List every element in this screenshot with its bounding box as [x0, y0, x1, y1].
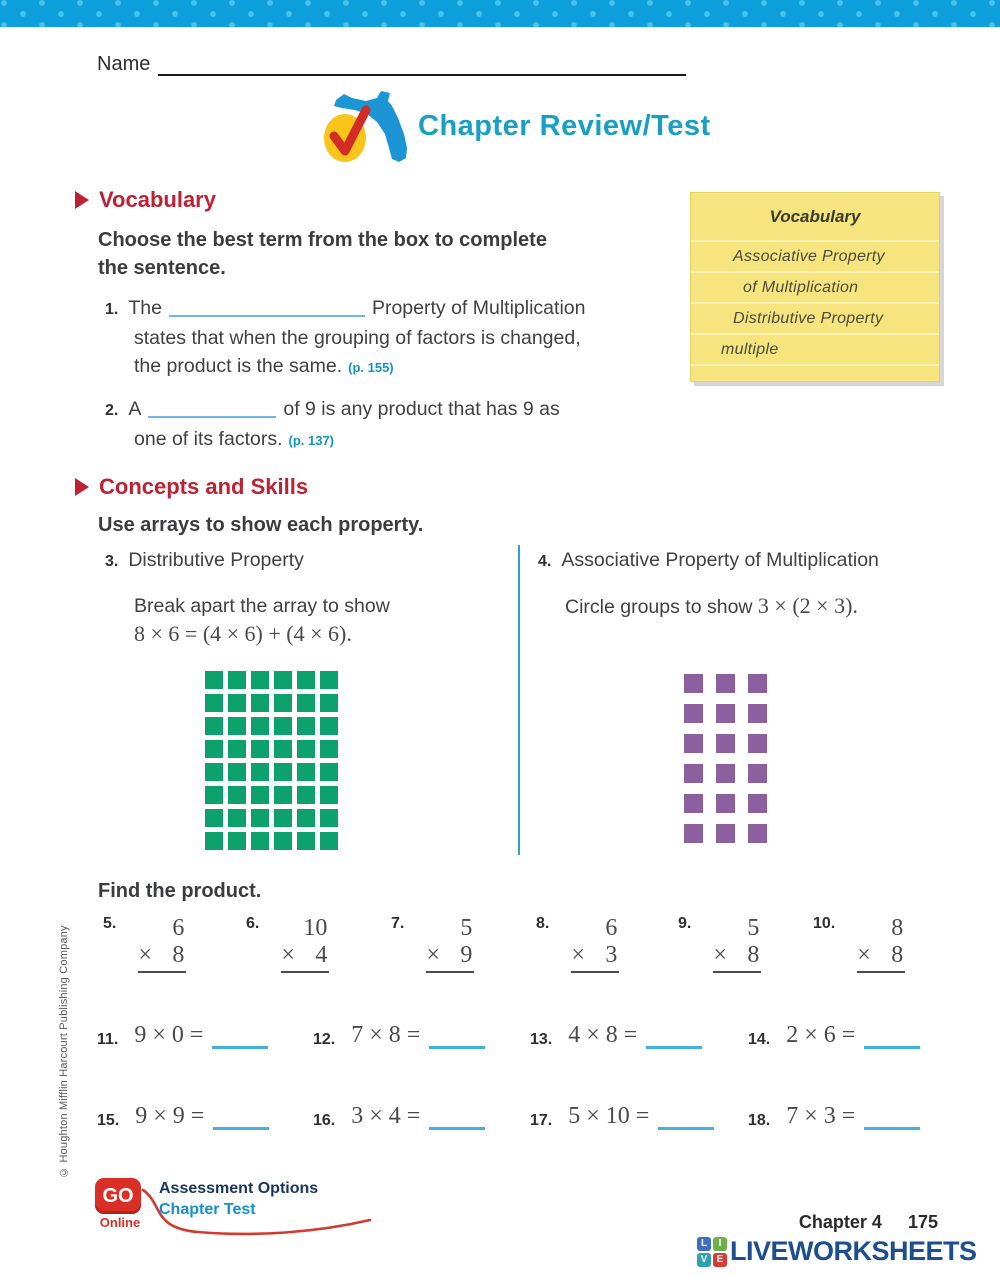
purple-array-6x3[interactable]: [684, 674, 767, 843]
times-sign: ×: [138, 942, 152, 968]
array-square: [228, 740, 246, 758]
problem-9[interactable]: 9. 5 × 8: [678, 915, 761, 973]
array-square: [297, 740, 315, 758]
red-triangle-icon: [75, 478, 89, 496]
array-square: [205, 694, 223, 712]
concepts-instruction: Use arrays to show each property.: [98, 514, 424, 536]
array-square: [297, 717, 315, 735]
header: [322, 88, 711, 164]
florida-check-logo-icon: [322, 88, 408, 164]
problem-13: 13. 4 × 8 =: [530, 1022, 702, 1049]
problem-17: 17. 5 × 10 =: [530, 1103, 714, 1130]
page-title: Chapter Review/Test: [418, 109, 711, 142]
question-3-body: Break apart the array to show 8 × 6 = (4 × 6) + (4 × 6).: [134, 595, 390, 646]
top-dotted-banner: [0, 0, 1000, 27]
chapter-label: Chapter 4: [798, 1212, 882, 1232]
question-2: 2. A of 9 is any product that has 9 as one of its factors. (p. 137): [105, 398, 560, 450]
array-square: [251, 832, 269, 850]
array-square: [684, 824, 703, 843]
array-square: [748, 764, 767, 783]
array-square: [228, 763, 246, 781]
array-square: [274, 763, 292, 781]
array-square: [716, 734, 735, 753]
vocabulary-section-heading: Vocabulary: [75, 187, 216, 213]
problem-6[interactable]: 6. 10 × 4: [246, 915, 329, 973]
array-square: [274, 694, 292, 712]
vocab-term: Associative Property: [691, 242, 939, 273]
array-square: [320, 763, 338, 781]
question-4-body: Circle groups to show 3 × (2 × 3).: [565, 593, 858, 618]
find-product-instruction: Find the product.: [98, 880, 262, 902]
problem-16: 16. 3 × 4 =: [313, 1103, 485, 1130]
array-square: [274, 717, 292, 735]
times-sign: ×: [426, 942, 440, 968]
question-4: 4. Associative Property of Multiplication: [538, 549, 879, 571]
array-square: [748, 704, 767, 723]
array-square: [274, 832, 292, 850]
go-online-logo-icon[interactable]: GO Online: [95, 1178, 145, 1230]
array-square: [320, 694, 338, 712]
array-square: [297, 671, 315, 689]
page-reference: (p. 155): [348, 360, 394, 375]
vocabulary-word-box: [690, 192, 940, 382]
array-square: [251, 740, 269, 758]
go-online-block: [95, 1178, 318, 1230]
array-square: [205, 717, 223, 735]
array-square: [228, 832, 246, 850]
name-input-line[interactable]: [158, 54, 686, 76]
answer-blank-11[interactable]: [212, 1025, 268, 1049]
array-square: [716, 824, 735, 843]
array-square: [205, 786, 223, 804]
answer-blank-13[interactable]: [646, 1025, 702, 1049]
array-square: [748, 734, 767, 753]
answer-blank-1[interactable]: [169, 297, 365, 317]
problem-15: 15. 9 × 9 =: [97, 1103, 269, 1130]
problem-8[interactable]: 8. 6 × 3: [536, 915, 619, 973]
array-square: [320, 786, 338, 804]
array-square: [205, 740, 223, 758]
array-square: [274, 740, 292, 758]
problem-5[interactable]: 5. 6 × 8: [103, 915, 186, 973]
array-square: [320, 717, 338, 735]
name-row: [97, 53, 686, 76]
array-square: [228, 786, 246, 804]
array-square: [716, 674, 735, 693]
array-square: [274, 786, 292, 804]
answer-blank-14[interactable]: [864, 1025, 920, 1049]
array-square: [297, 786, 315, 804]
footer-page-info: [799, 1212, 938, 1233]
red-triangle-icon: [75, 191, 89, 209]
problem-12: 12. 7 × 8 =: [313, 1022, 485, 1049]
vocab-box-title: Vocabulary: [691, 193, 939, 242]
array-square: [205, 763, 223, 781]
array-square: [684, 764, 703, 783]
array-square: [205, 809, 223, 827]
array-square: [228, 694, 246, 712]
array-square: [251, 717, 269, 735]
array-square: [684, 674, 703, 693]
question-number: 1.: [105, 301, 119, 318]
vocab-term: multiple: [691, 335, 939, 366]
array-square: [684, 794, 703, 813]
array-square: [251, 786, 269, 804]
array-square: [251, 671, 269, 689]
problem-10[interactable]: 10. 8 × 8: [813, 915, 905, 973]
array-square: [274, 809, 292, 827]
green-array-8x6[interactable]: [205, 671, 338, 850]
array-square: [228, 717, 246, 735]
array-square: [205, 832, 223, 850]
array-square: [251, 809, 269, 827]
question-number: 2.: [105, 402, 119, 419]
problem-7[interactable]: 7. 5 × 9: [391, 915, 474, 973]
question-1: 1. The Property of Multiplication states that when the grouping of factors is changed, the product is the same. (p. 155): [105, 297, 586, 377]
array-square: [748, 674, 767, 693]
answer-blank-12[interactable]: [429, 1025, 485, 1049]
array-square: [251, 763, 269, 781]
live-tiles-icon: L I V E: [697, 1237, 727, 1267]
page-reference: (p. 137): [288, 433, 335, 448]
answer-blank-15[interactable]: [213, 1106, 269, 1130]
chapter-test-label: Chapter Test: [159, 1201, 256, 1218]
problem-14: 14. 2 × 6 =: [748, 1022, 920, 1049]
array-square: [320, 832, 338, 850]
answer-blank-2[interactable]: [148, 398, 276, 418]
times-sign: ×: [571, 942, 585, 968]
liveworksheets-wordmark: LIVEWORKSHEETS: [730, 1236, 977, 1266]
array-square: [716, 704, 735, 723]
column-divider: [518, 545, 520, 855]
times-sign: ×: [857, 942, 871, 968]
array-square: [251, 694, 269, 712]
array-square: [748, 794, 767, 813]
vocab-term: of Multiplication: [691, 273, 939, 304]
copyright-vertical-text: © Houghton Mifflin Harcourt Publishing Company: [58, 925, 70, 1179]
array-square: [748, 824, 767, 843]
array-square: [297, 763, 315, 781]
array-square: [716, 764, 735, 783]
vocab-term: Distributive Property: [691, 304, 939, 335]
array-square: [228, 671, 246, 689]
array-square: [297, 694, 315, 712]
concepts-section-heading: Concepts and Skills: [75, 474, 308, 500]
problem-11: 11. 9 × 0 =: [97, 1022, 268, 1049]
array-square: [320, 671, 338, 689]
page-number: 175: [907, 1212, 938, 1232]
vocabulary-instruction: Choose the best term from the box to complete the sentence.: [98, 229, 547, 279]
array-square: [684, 734, 703, 753]
answer-blank-18[interactable]: [864, 1106, 920, 1130]
liveworksheets-logo[interactable]: [697, 1236, 977, 1267]
name-label: Name: [97, 53, 151, 75]
array-square: [320, 809, 338, 827]
array-square: [684, 704, 703, 723]
array-square: [320, 740, 338, 758]
array-square: [716, 794, 735, 813]
array-square: [274, 671, 292, 689]
answer-blank-16[interactable]: [429, 1106, 485, 1130]
times-sign: ×: [713, 942, 727, 968]
question-3-equation: 8 × 6 = (4 × 6) + (4 × 6).: [134, 621, 352, 646]
array-square: [297, 809, 315, 827]
problem-18: 18. 7 × 3 =: [748, 1103, 920, 1130]
assessment-options-label: Assessment Options: [159, 1180, 319, 1197]
question-4-expression: 3 × (2 × 3).: [757, 593, 858, 618]
array-square: [228, 809, 246, 827]
array-square: [205, 671, 223, 689]
times-sign: ×: [281, 942, 295, 968]
answer-blank-17[interactable]: [658, 1106, 714, 1130]
question-3: 3. Distributive Property: [105, 549, 304, 571]
array-square: [297, 832, 315, 850]
